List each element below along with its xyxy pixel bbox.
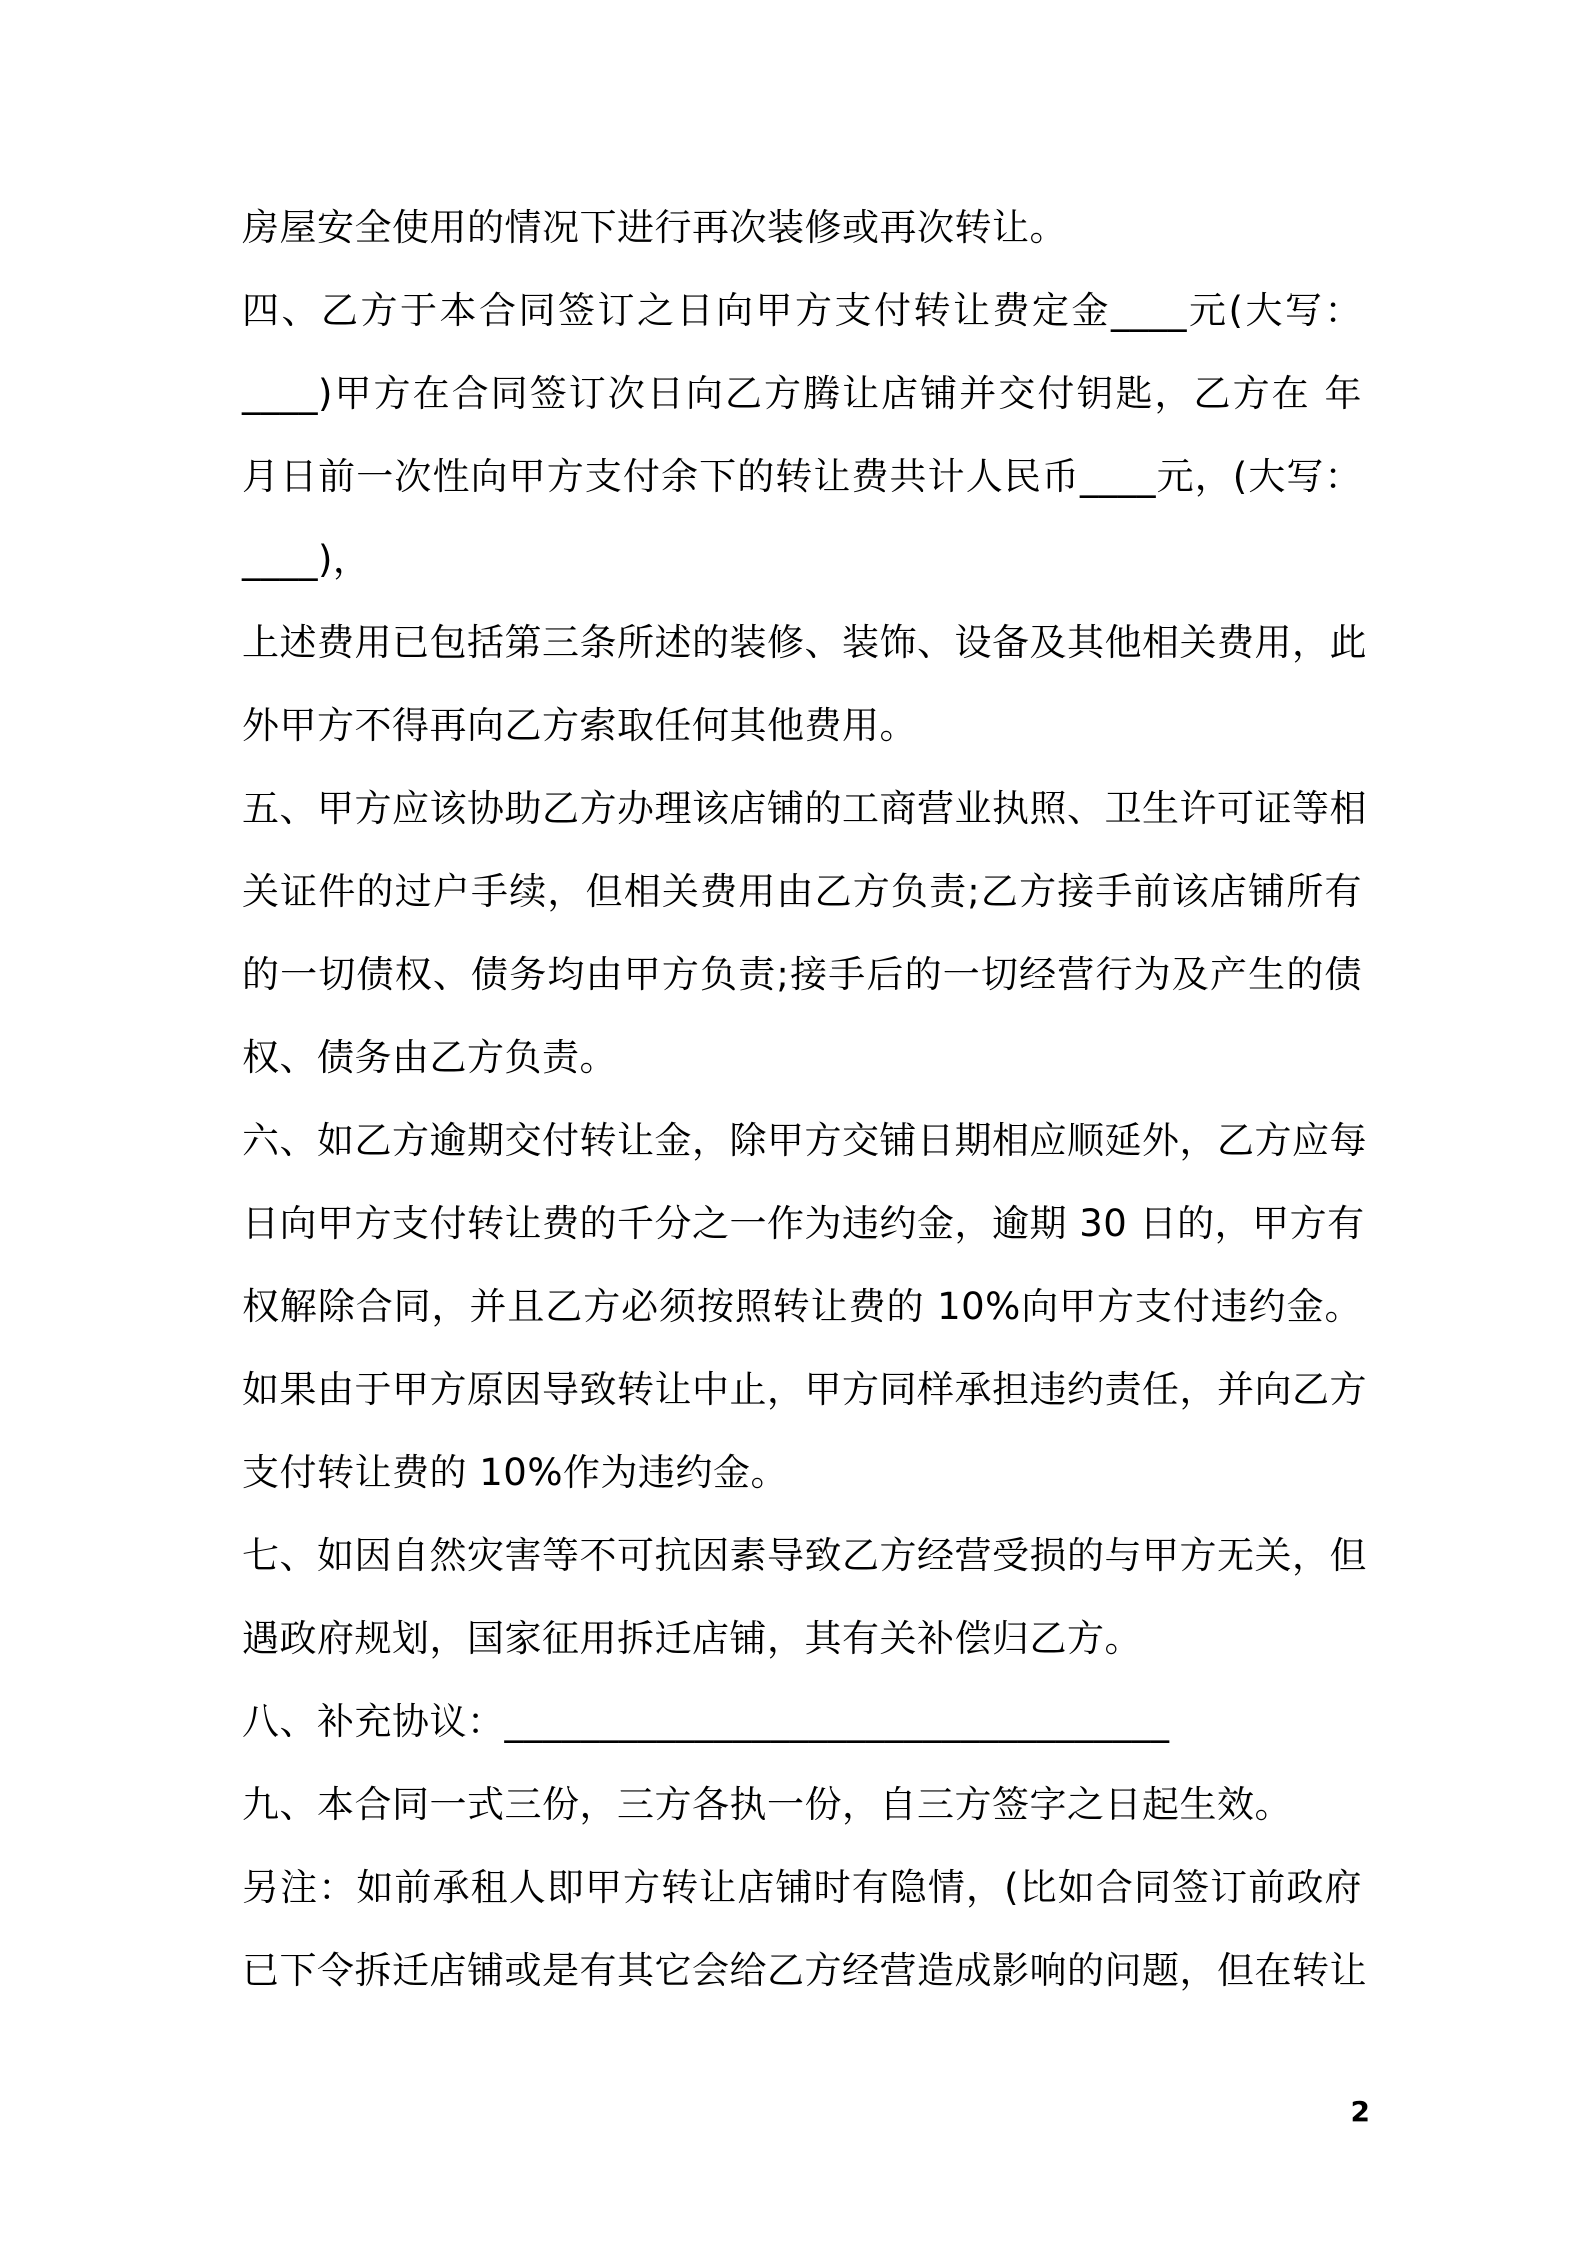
text-line: 外甲方不得再向乙方索取任何其他费用。: [242, 704, 917, 747]
text-line: 七、如因自然灾害等不可抗因素导致乙方经营受损的与甲方无关，但: [242, 1534, 1367, 1577]
text-line: ____)甲方在合同签订次日向乙方腾让店铺并交付钥匙，乙方在 年: [242, 372, 1362, 415]
text-line: 的一切债权、债务均由甲方负责;接手后的一切经营行为及产生的债: [242, 953, 1362, 996]
text-line: 九、本合同一式三份，三方各执一份，自三方签字之日起生效。: [242, 1783, 1292, 1826]
text-line: ____)，: [242, 538, 371, 581]
text-line: 如果由于甲方原因导致转让中止，甲方同样承担违约责任，并向乙方: [242, 1368, 1367, 1411]
text-line: 日向甲方支付转让费的千分之一作为违约金，逾期 30 日的，甲方有: [242, 1202, 1365, 1245]
text-line: 另注：如前承租人即甲方转让店铺时有隐情，(比如合同签订前政府: [242, 1866, 1362, 1909]
text-line: 月日前一次性向甲方支付余下的转让费共计人民币____元，(大写：: [242, 455, 1362, 498]
text-line: 上述费用已包括第三条所述的装修、装饰、设备及其他相关费用，此: [242, 621, 1367, 664]
page-number: 2: [1350, 2095, 1370, 2128]
text-line: 四、乙方于本合同签订之日向甲方支付转让费定金____元(大写：: [242, 289, 1362, 332]
text-line: 权、债务由乙方负责。: [242, 1036, 617, 1079]
text-line: 八、补充协议：___________________________________: [242, 1700, 1170, 1743]
text-line: 五、甲方应该协助乙方办理该店铺的工商营业执照、卫生许可证等相: [242, 787, 1367, 830]
text-line: 已下令拆迁店铺或是有其它会给乙方经营造成影响的问题，但在转让: [242, 1949, 1367, 1992]
text-line: 遇政府规划，国家征用拆迁店铺，其有关补偿归乙方。: [242, 1617, 1142, 1660]
text-line: 支付转让费的 10%作为违约金。: [242, 1451, 788, 1494]
text-line: 权解除合同，并且乙方必须按照转让费的 10%向甲方支付违约金。: [242, 1285, 1362, 1328]
text-line: 房屋安全使用的情况下进行再次装修或再次转让。: [242, 206, 1067, 249]
text-line: 六、如乙方逾期交付转让金，除甲方交铺日期相应顺延外，乙方应每: [242, 1119, 1367, 1162]
text-line: 关证件的过户手续，但相关费用由乙方负责;乙方接手前该店铺所有: [242, 870, 1362, 913]
